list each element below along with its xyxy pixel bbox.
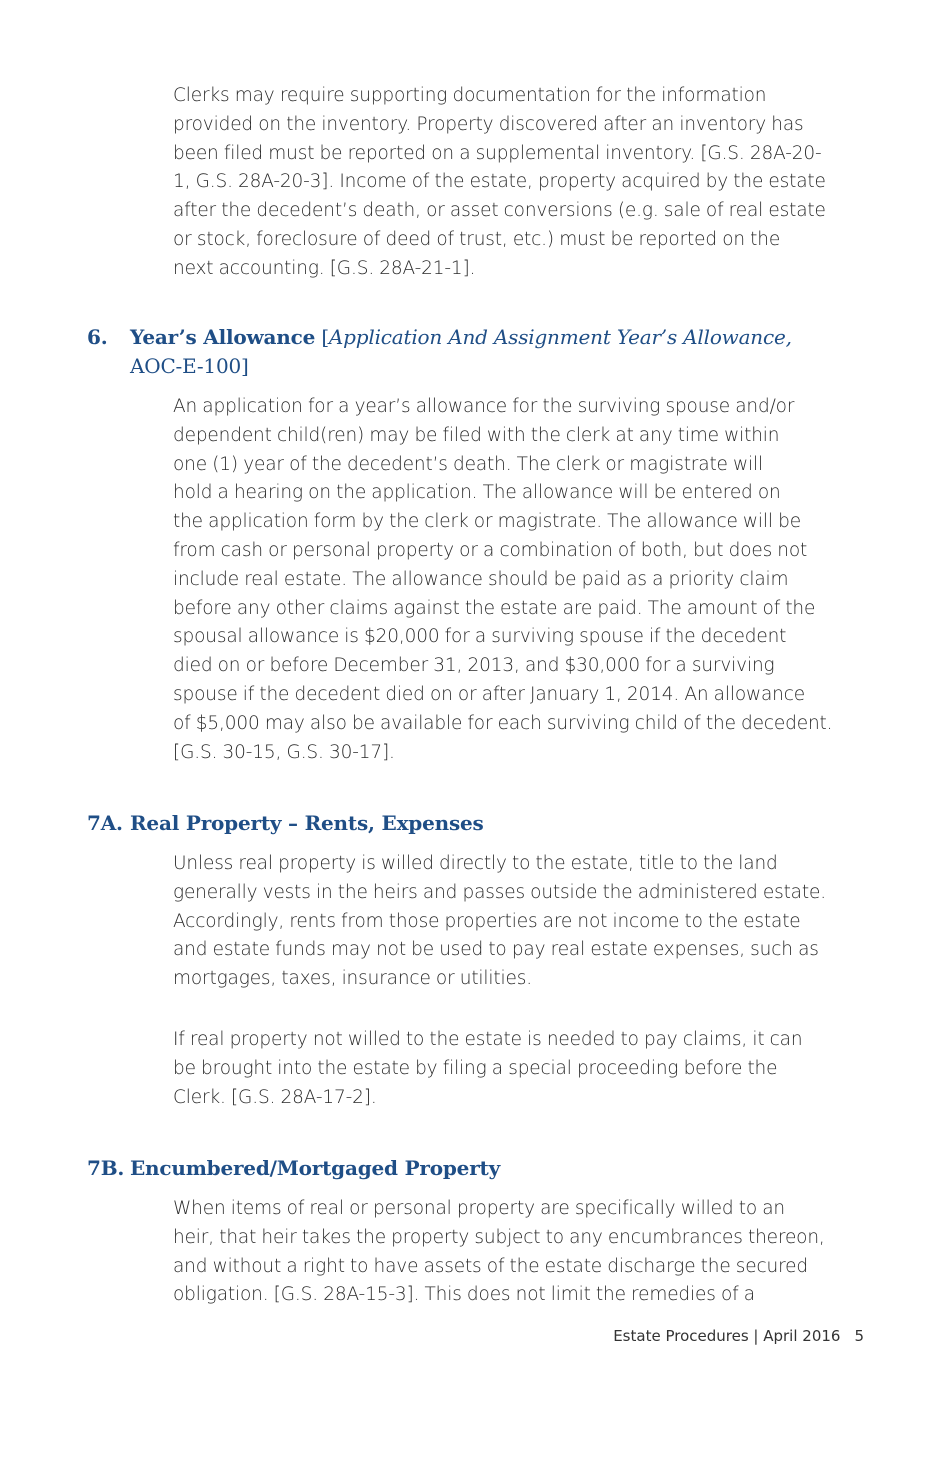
text-line: Accordingly, rents from those properties are not income to the estate xyxy=(173,910,801,932)
text-line: generally vests in the heirs and passes outside the administered estate. xyxy=(173,881,826,903)
text-line: heir, that heir takes the property subject to any encumbrances thereon, xyxy=(173,1226,825,1248)
intro-paragraph xyxy=(173,82,873,284)
text-line: next accounting. [G.S. 28A-21-1]. xyxy=(173,257,476,279)
text-line: died on or before December 31, 2013, and $30,000 for a surviving xyxy=(173,655,775,677)
text-line: of $5,000 may also be available for each surviving child of the decedent. xyxy=(173,712,833,734)
text-line: If real property not willed to the estate is needed to pay claims, it can xyxy=(173,1029,803,1050)
form-name: Application And Assignment Year’s Allowance, xyxy=(328,325,792,349)
text-line: the application form by the clerk or magistrate. The allowance will be xyxy=(173,511,801,533)
section-7b-paragraph xyxy=(173,1195,873,1310)
text-line: one (1) year of the decedent’s death. The clerk or magistrate will xyxy=(173,453,763,475)
text-line: spouse if the decedent died on or after January 1, 2014. An allowance xyxy=(173,683,806,705)
text-line: provided on the inventory. Property discovered after an inventory has xyxy=(173,113,804,135)
bracket-open: [ xyxy=(315,325,329,349)
text-line: obligation. [G.S. 28A-15-3]. This does not limit the remedies of a xyxy=(173,1284,755,1306)
section-6-paragraph xyxy=(173,393,873,767)
text-line: include real estate. The allowance should be paid as a priority claim xyxy=(173,568,789,590)
text-line: and without a right to have assets of the estate discharge the secured xyxy=(173,1255,808,1277)
section-title: Encumbered/Mortgaged Property xyxy=(130,1156,501,1180)
form-code: AOC-E-100] xyxy=(130,354,249,378)
section-7a-heading xyxy=(87,809,867,838)
section-6-heading xyxy=(87,323,867,381)
text-line: be brought into the estate by filing a special proceeding before the xyxy=(173,1057,778,1079)
text-line: hold a hearing on the application. The allowance will be entered on xyxy=(173,482,781,504)
text-line: Unless real property is willed directly to the estate, title to the land xyxy=(173,853,778,874)
section-title: Year’s Allowance xyxy=(130,325,316,349)
section-number: 6. xyxy=(87,325,108,349)
section-7a-paragraph-2 xyxy=(173,1026,873,1112)
text-line: after the decedent’s death, or asset conversions (e.g. sale of real estate xyxy=(173,200,826,222)
text-line: and estate funds may not be used to pay real estate expenses, such as xyxy=(173,939,819,961)
page-footer xyxy=(613,1327,864,1345)
text-line: before any other claims against the estate are paid. The amount of the xyxy=(173,597,816,619)
section-number: 7A. xyxy=(87,811,123,835)
text-line: [G.S. 30-15, G.S. 30-17]. xyxy=(173,741,395,763)
text-line: been filed must be reported on a supplemental inventory. [G.S. 28A-20- xyxy=(173,142,822,164)
section-7a-paragraph-1 xyxy=(173,850,873,994)
text-line: mortgages, taxes, insurance or utilities. xyxy=(173,968,532,990)
text-line: 1, G.S. 28A-20-3]. Income of the estate, property acquired by the estate xyxy=(173,171,826,193)
page-number: 5 xyxy=(854,1327,864,1345)
section-number: 7B. xyxy=(87,1156,125,1180)
footer-text: Estate Procedures | April 2016 xyxy=(613,1327,841,1345)
text-line: spousal allowance is $20,000 for a surviving spouse if the decedent xyxy=(173,626,787,648)
text-line: or stock, foreclosure of deed of trust, etc.) must be reported on the xyxy=(173,228,781,250)
section-title: Real Property – Rents, Expenses xyxy=(130,811,484,835)
text-line: dependent child(ren) may be filed with the clerk at any time within xyxy=(173,424,780,446)
text-line: An application for a year’s allowance for the surviving spouse and/or xyxy=(173,396,795,417)
section-7b-heading xyxy=(87,1154,867,1183)
text-line: Clerks may require supporting documentation for the information xyxy=(173,85,767,106)
text-line: When items of real or personal property are specifically willed to an xyxy=(173,1198,785,1219)
text-line: Clerk. [G.S. 28A-17-2]. xyxy=(173,1086,377,1108)
text-line: from cash or personal property or a combination of both, but does not xyxy=(173,539,808,561)
